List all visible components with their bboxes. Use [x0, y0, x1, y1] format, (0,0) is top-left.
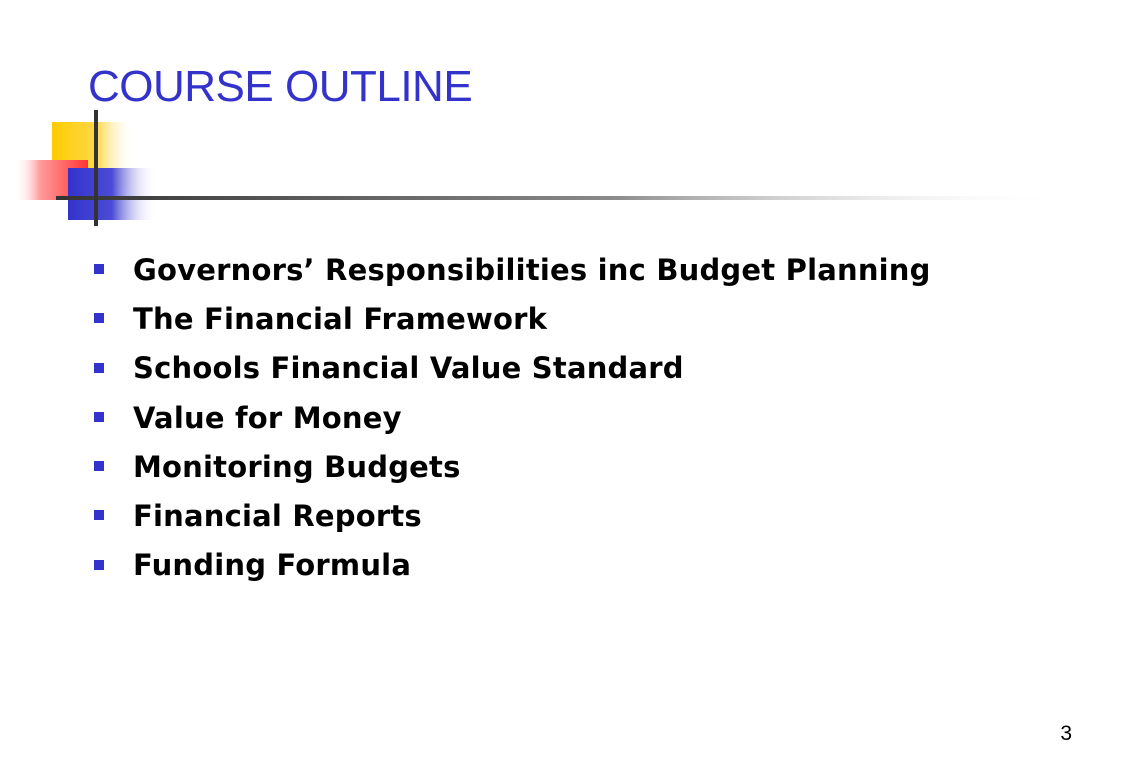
page-number: 3 — [1060, 722, 1072, 745]
bullet-item — [92, 541, 931, 590]
bullet-text: Financial Reports — [133, 499, 422, 534]
slide-title: COURSE OUTLINE — [88, 62, 473, 111]
bullet-text: The Financial Framework — [133, 301, 548, 336]
bullet-item — [92, 294, 931, 343]
bullet-item — [92, 344, 931, 393]
bullet-text: Monitoring Budgets — [133, 449, 461, 484]
bullet-item — [92, 393, 931, 442]
blue-square — [68, 168, 156, 220]
bullet-item — [92, 442, 931, 491]
bullet-text: Governors’ Responsibilities inc Budget Planning — [133, 252, 931, 287]
square-bullet-icon — [94, 461, 104, 471]
horizontal-rule — [56, 196, 1066, 200]
title-decoration — [0, 0, 1140, 240]
bullet-text: Funding Formula — [133, 548, 412, 583]
square-bullet-icon — [94, 560, 104, 570]
square-bullet-icon — [94, 363, 104, 373]
bullet-text: Value for Money — [133, 400, 402, 435]
square-bullet-icon — [94, 412, 104, 422]
square-bullet-icon — [94, 313, 104, 323]
bullet-list — [92, 245, 931, 590]
bullet-text: Schools Financial Value Standard — [133, 351, 684, 386]
square-bullet-icon — [94, 510, 104, 520]
bullet-item — [92, 491, 931, 540]
square-bullet-icon — [94, 264, 104, 274]
bullet-item — [92, 245, 931, 294]
vertical-rule — [94, 110, 98, 226]
